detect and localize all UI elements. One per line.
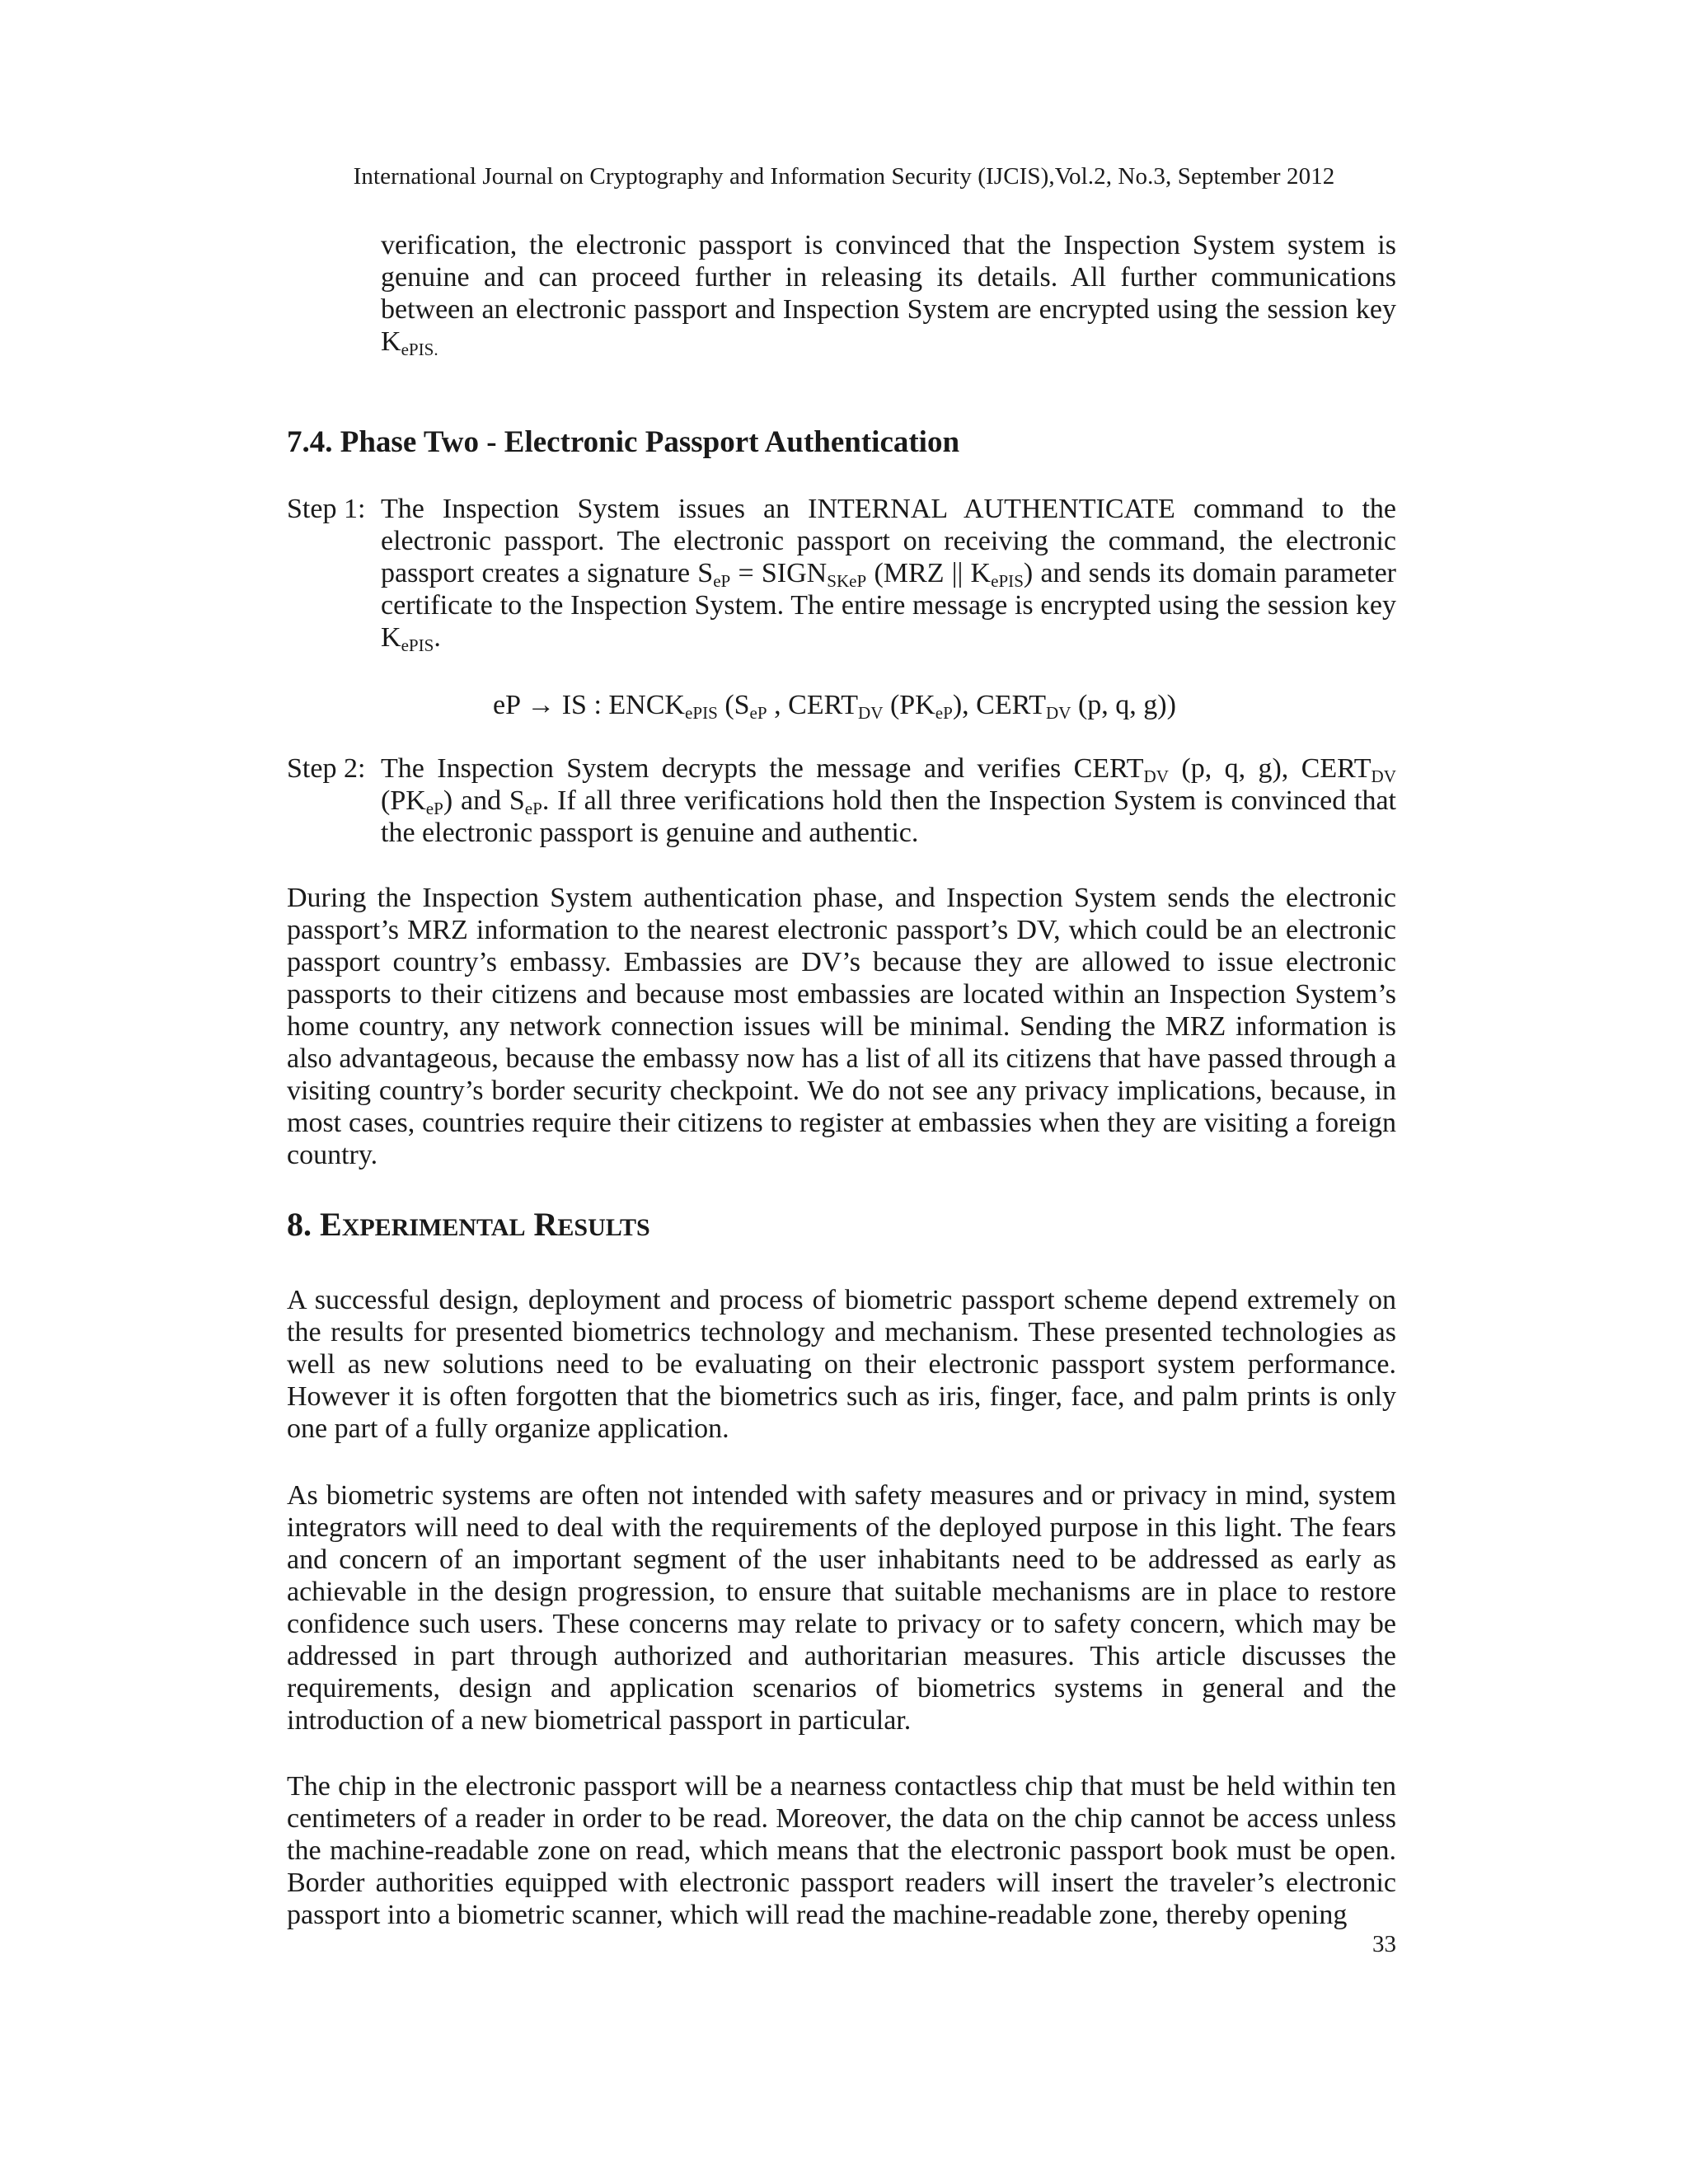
step-1-text-part: (MRZ || K (866, 558, 992, 588)
section-8-word1-rest: XPERIMENTAL (341, 1214, 526, 1241)
step-2-text-part: (PK (381, 785, 426, 816)
subscript: eP (935, 702, 953, 723)
auth-phase-paragraph: During the Inspection System authentication phase, and Inspection System sends the electronic passport’s MRZ information to the nearest electronic passport’s DV, which could be an electronic passport country’s embassy. Embassies are DV’s because they are allowed to issue electronic passports to their citizens and because most embassies are located within an Inspection System’s home country, any network connection issues will be minimal. Sending the MRZ information is also advantageous, because the embassy now has a list of all its citizens that have passed through a visiting country’s border security checkpoint. We do not see any privacy implications, because, in most cases, countries require their citizens to register at embassies when they are visiting a foreign country. (287, 883, 1396, 1170)
subscript: eP (524, 798, 542, 818)
protocol-formula (493, 689, 1176, 721)
subscript: DV (1143, 766, 1169, 786)
subscript: eP (749, 702, 767, 723)
step-2-label: Step 2: (287, 753, 366, 784)
step-2-text (381, 752, 1396, 849)
subscript: SKeP (827, 570, 867, 591)
section-8-title (287, 1205, 650, 1244)
subscript: DV (1046, 702, 1071, 723)
formula-part: , CERT (767, 690, 858, 720)
step-1-text-part: ) and sends its domain parameter certificate to the Inspection System. The entire message is encrypted using the session key K (381, 558, 1396, 653)
section-8-word2-initial: R (533, 1206, 558, 1243)
formula-part: eP → IS : ENCK (493, 690, 685, 720)
section-7-4-title: 7.4. Phase Two - Electronic Passport Authentication (287, 425, 960, 459)
step-1 (287, 493, 1396, 654)
experimental-paragraph-2: As biometric systems are often not intended with safety measures and or privacy in mind, system integrators will need to deal with the requirements of the deployed purpose in this light. The fears and concern of an important segment of the user inhabitants need to be addressed as early as achievable in the design progression, to ensure that suitable mechanisms are in place to restore confidence such users. These concerns may relate to privacy or to safety concern, which may be addressed in part through authorized and authoritarian measures. This article discusses the requirements, design and application scenarios of biometrics systems in general and the introduction of a new biometrical passport in particular. (287, 1480, 1396, 1736)
section-8-number: 8. (287, 1206, 320, 1243)
formula-part: (PK (883, 690, 935, 720)
section-8-word2-rest: ESULTS (557, 1214, 650, 1241)
page-number: 33 (1372, 1931, 1396, 1957)
step-1-text-part: The Inspection System issues an INTERNAL AUTHENTICATE command to the electronic passport. The electronic passport on receiving the command, the electronic passport creates a signature S (381, 494, 1396, 588)
step-2-text-part: ) and S (443, 785, 525, 816)
subscript: eP (425, 798, 443, 818)
subscript: ePIS (684, 702, 718, 723)
formula-part: ), CERT (952, 690, 1047, 720)
subscript: ePIS (401, 635, 434, 655)
intro-text: verification, the electronic passport is convinced that the Inspection System system is genuine and can proceed further in releasing its details. All further communications between an electronic passport and Inspection System are encrypted using the session key K (381, 230, 1396, 357)
intro-paragraph (381, 229, 1396, 358)
subscript: DV (1371, 766, 1396, 786)
step-2-text-part: . If all three verifications hold then the Inspection System is convinced that the electronic passport is genuine and authentic. (381, 785, 1396, 848)
step-1-text-part: . (434, 622, 441, 653)
subscript: eP (713, 570, 731, 591)
subscript: ePIS (991, 570, 1024, 591)
section-8-word1-initial: E (320, 1206, 342, 1243)
experimental-paragraph-1: A successful design, deployment and process of biometric passport scheme depend extremely on the results for presented biometrics technology and mechanism. These presented technologies as well as new solutions need to be evaluating on their electronic passport system performance. However it is often forgotten that the biometrics such as iris, finger, face, and palm prints is only one part of a fully organize application. (287, 1285, 1396, 1444)
step-2-text-part: (p, q, g), CERT (1168, 753, 1372, 784)
step-1-text (381, 493, 1396, 654)
experimental-paragraph-3: The chip in the electronic passport will be a nearness contactless chip that must be held within ten centimeters of a reader in order to be read. Moreover, the data on the chip cannot be access unless the machine-readable zone on read, which means that the electronic passport book must be open. Border authorities equipped with electronic passport readers will insert the traveler’s electronic passport into a biometric scanner, which will read the machine-readable zone, thereby opening (287, 1771, 1396, 1930)
step-2 (287, 752, 1396, 849)
step-1-text-part: = SIGN (730, 558, 828, 588)
intro-key-subscript: ePIS. (401, 339, 438, 359)
step-1-label: Step 1: (287, 494, 366, 524)
formula-part: (S (717, 690, 750, 720)
formula-part: (p, q, g)) (1071, 690, 1176, 720)
subscript: DV (858, 702, 884, 723)
step-2-text-part: The Inspection System decrypts the message and verifies CERT (381, 753, 1144, 784)
journal-header: International Journal on Cryptography and Information Security (IJCIS),Vol.2, No.3, September 2012 (353, 163, 1335, 190)
